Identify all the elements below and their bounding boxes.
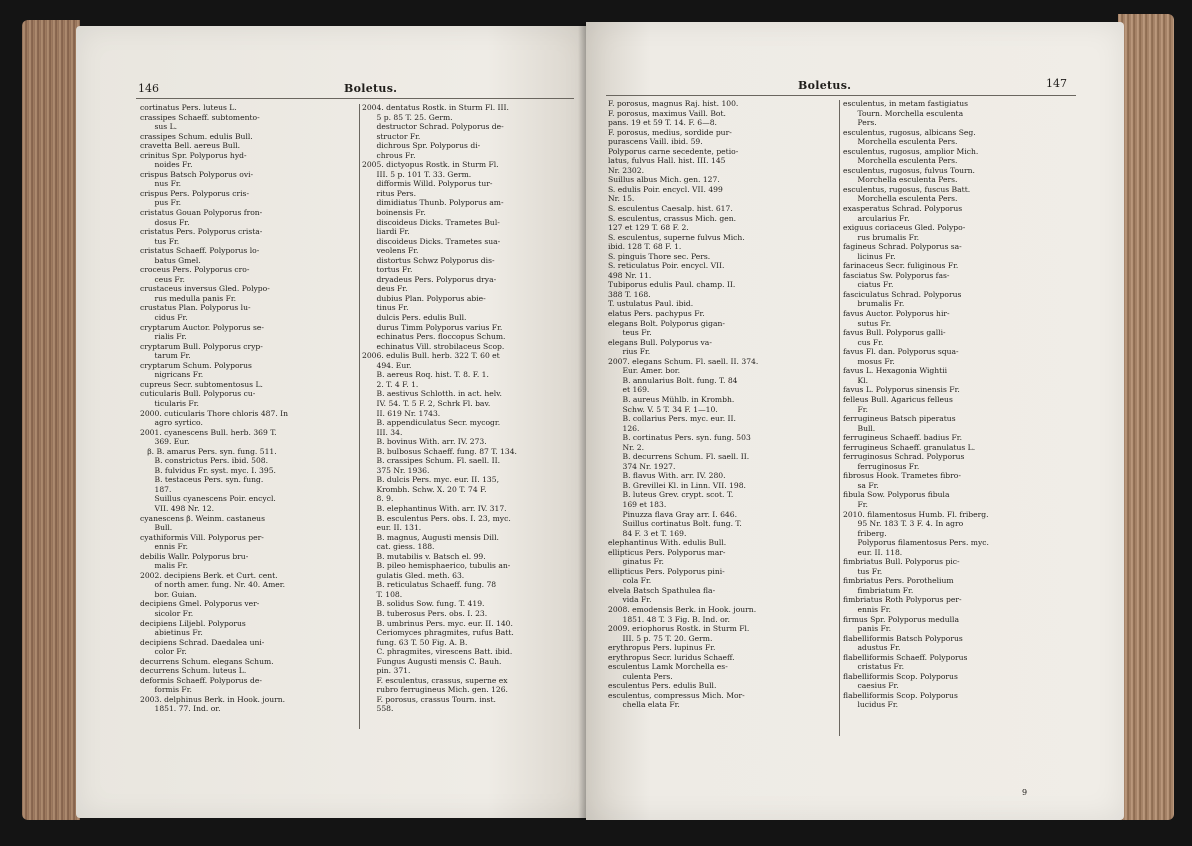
entry-line: 2002. decipiens Berk. et Curt. cent. xyxy=(140,570,278,580)
entry-line: cryptarum Bull. Polyporus cryp- xyxy=(140,341,263,351)
entry-line: T. 108. xyxy=(362,589,403,599)
entry-line: B. esculentus Pers. obs. I. 23, myc. xyxy=(362,513,511,523)
entry-line: gulatis Gled. meth. 63. xyxy=(362,570,465,580)
entry-line: felleus Bull. Agaricus felleus xyxy=(843,394,953,404)
entry-line: Polyporus carne secedente, petio- xyxy=(608,146,739,156)
entry-line: B. mutabilis v. Batsch el. 99. xyxy=(362,551,486,561)
entry-line: 374 Nr. 1927. xyxy=(608,461,676,471)
entry-line: decipiens Liljebl. Polyporus xyxy=(140,618,246,628)
entry-line: cortinatus Pers. luteus L. xyxy=(140,103,237,112)
entry-line: S. pinguis Thore sec. Pers. xyxy=(608,251,711,261)
entry-line: β. B. amarus Pers. syn. fung. 511. xyxy=(140,446,277,456)
entry-line: rialis Fr. xyxy=(140,332,187,342)
entry-line: adustus Fr. xyxy=(843,643,901,653)
entry-line: formis Fr. xyxy=(140,685,192,695)
entry-line: esculentus Lamk Morchella es- xyxy=(608,662,728,672)
entry-line: Pinuzza flava Gray arr. I. 646. xyxy=(608,509,738,519)
entry-line: decurrens Schum. elegans Schum. xyxy=(140,656,274,666)
entry-line: B. solidus Sow. fung. T. 419. xyxy=(362,599,485,609)
entry-line: deus Fr. xyxy=(362,284,408,294)
entry-line: Fungus Augusti mensis C. Bauh. xyxy=(362,656,502,666)
entry-line: noides Fr. xyxy=(140,160,193,170)
entry-line: decipiens Schrad. Daedalea uni- xyxy=(140,637,265,647)
entry-line: cristatus Pers. Polyporus crista- xyxy=(140,227,263,237)
entry-line: cidus Fr. xyxy=(140,313,188,323)
right-page-number: 147 xyxy=(1046,77,1067,90)
entry-line: crustatus Plan. Polyporus lu- xyxy=(140,303,251,313)
entry-line: Nr. 2302. xyxy=(608,165,645,175)
entry-line: B. umbrinus Pers. myc. eur. II. 140. xyxy=(362,618,513,628)
entry-line: firmus Spr. Polyporus medulla xyxy=(843,614,959,624)
entry-line: pin. 371. xyxy=(362,666,411,676)
entry-line: III. 5 p. 101 T. 33. Germ. xyxy=(362,169,472,179)
entry-line: F. porosus, medius, sordide pur- xyxy=(608,127,732,137)
entry-line: Bull. xyxy=(140,523,173,533)
entry-line: favus Auctor. Polyporus hir- xyxy=(843,309,950,319)
entry-line: Polyporus filamentosus Pers. myc. xyxy=(843,538,989,548)
entry-line: Tourn. Morchella esculenta xyxy=(843,108,964,118)
entry-line: III. 5 p. 75 T. 20. Germ. xyxy=(608,633,713,643)
entry-line: 2004. dentatus Rostk. in Sturm Fl. III. xyxy=(362,103,509,112)
entry-line: B. aereus Roq. hist. T. 8. F. 1. xyxy=(362,370,489,380)
entry-line: B. pileo hemisphaerico, tubulis an- xyxy=(362,561,511,571)
entry-line: elephantinus With. edulis Bull. xyxy=(608,538,727,548)
entry-line: fibrosus Hook. Trametes fibro- xyxy=(843,471,961,481)
entry-line: 2008. emodensis Berk. in Hook. journ. xyxy=(608,604,757,614)
entry-line: et 169. xyxy=(608,385,650,395)
entry-line: B. annularius Bolt. fung. T. 84 xyxy=(608,375,738,385)
entry-line: S. reticulatus Poir. encycl. VII. xyxy=(608,261,725,271)
entry-line: B. bulbosus Schaeff. fung. 87 T. 134. xyxy=(362,446,517,456)
entry-line: nus Fr. xyxy=(140,179,182,189)
entry-line: esculentus Pers. edulis Bull. xyxy=(608,681,717,691)
entry-line: tus Fr. xyxy=(843,566,883,576)
entry-line: pans. 19 et 59 T. 14. F. 6—8. xyxy=(608,118,717,128)
entry-line: dosus Fr. xyxy=(140,217,190,227)
entry-line: Nr. 15. xyxy=(608,194,635,204)
entry-line: echinatus Pers. floccopus Schum. xyxy=(362,332,506,342)
entry-line: F. porosus, maximus Vaill. Bot. xyxy=(608,108,726,118)
entry-line: flabelliformis Schaeff. Polyporus xyxy=(843,652,968,662)
entry-line: ferrugineus Schaeff. granulatus L. xyxy=(843,442,976,452)
entry-line: B. collarius Pers. myc. eur. II. xyxy=(608,414,736,424)
entry-line: tarum Fr. xyxy=(140,351,191,361)
entry-line: licinus Fr. xyxy=(843,251,896,261)
entry-line: B. appendiculatus Secr. mycogr. xyxy=(362,418,501,428)
entry-line: lucidus Fr. xyxy=(843,700,899,710)
entry-line: crispus Batsch Polyporus ovi- xyxy=(140,169,254,179)
entry-line: sicolor Fr. xyxy=(140,608,194,618)
entry-line: latus, fulvus Hall. hist. III. 145 xyxy=(608,156,726,166)
entry-line: 2003. delphinus Berk. in Hook. journ. xyxy=(140,694,286,704)
entry-line: agro syrtico. xyxy=(140,418,203,428)
entry-line: B. crassipes Schum. Fl. saell. II. xyxy=(362,456,500,466)
entry-line: dichrous Spr. Polyporus di- xyxy=(362,141,481,151)
entry-line: cus Fr. xyxy=(843,337,884,347)
entry-line: malis Fr. xyxy=(140,561,188,571)
entry-line: echinatus Vill. strobilaceus Scop. xyxy=(362,341,505,351)
entry-line: chella elata Fr. xyxy=(608,700,680,710)
entry-line: 1851. 48 T. 3 Fig. B. Ind. or. xyxy=(608,614,730,624)
entry-line: B. dulcis Pers. myc. eur. II. 135, xyxy=(362,475,499,485)
entry-line: 95 Nr. 183 T. 3 F. 4. In agro xyxy=(843,519,964,529)
entry-line: B. fulvidus Fr. syst. myc. I. 395. xyxy=(140,465,276,475)
entry-line: 5 p. 85 T. 25. Germ. xyxy=(362,112,453,122)
entry-line: 2001. cyanescens Bull. herb. 369 T. xyxy=(140,427,277,437)
entry-line: teus Fr. xyxy=(608,328,652,338)
entry-line: chrous Fr. xyxy=(362,150,416,160)
entry-line: friberg. xyxy=(843,528,887,538)
entry-line: decipiens Gmel. Polyporus ver- xyxy=(140,599,260,609)
entry-line: crustaceus inversus Gled. Polypo- xyxy=(140,284,270,294)
entry-line: 2005. dictyopus Rostk. in Sturm Fl. xyxy=(362,160,499,170)
entry-line: sutus Fr. xyxy=(843,318,892,328)
entry-line: liardi Fr. xyxy=(362,227,410,237)
entry-line: Nr. 2. xyxy=(608,442,644,452)
entry-line: Morchella esculenta Pers. xyxy=(843,156,958,166)
entry-line: ticularis Fr. xyxy=(140,398,199,408)
entry-line: ennis Fr. xyxy=(140,542,188,552)
entry-line: veolens Fr. xyxy=(362,246,419,256)
entry-line: ferruginosus Schrad. Polyporus xyxy=(843,452,965,462)
entry-line: 558. xyxy=(362,704,394,714)
entry-line: 2010. filamentosus Humb. Fl. friberg. xyxy=(843,509,989,519)
entry-line: exasperatus Schrad. Polyporus xyxy=(843,204,963,214)
entry-line: esculentus, rugosus, amplior Mich. xyxy=(843,146,979,156)
entry-line: F. esculentus, crassus, superne ex xyxy=(362,675,508,685)
entry-line: Suillus cyanescens Poir. encycl. xyxy=(140,494,276,504)
entry-line: erythropus Pers. lupinus Fr. xyxy=(608,643,716,653)
entry-line: dubius Plan. Polyporus abie- xyxy=(362,293,486,303)
entry-line: ennis Fr. xyxy=(843,604,891,614)
entry-line: abietinus Fr. xyxy=(140,628,203,638)
entry-line: 2000. cuticularis Thore chloris 487. In xyxy=(140,408,289,418)
entry-line: S. esculentus, crassus Mich. gen. xyxy=(608,213,737,223)
entry-line: panis Fr. xyxy=(843,624,891,634)
entry-line: ritus Pers. xyxy=(362,188,416,198)
entry-line: esculentus, rugosus, fuscus Batt. xyxy=(843,184,971,194)
entry-line: favus L. Polyporus sinensis Fr. xyxy=(843,385,960,395)
entry-line: S. esculentus Caesalp. hist. 617. xyxy=(608,204,733,214)
entry-line: Kl. xyxy=(843,375,868,385)
entry-line: ceus Fr. xyxy=(140,274,185,284)
entry-line: B. testaceus Pers. syn. fung. xyxy=(140,475,264,485)
entry-line: destructor Schrad. Polyporus de- xyxy=(362,122,504,132)
entry-line: cyathiformis Vill. Polyporus per- xyxy=(140,532,264,542)
entry-line: dimidiatus Thunb. Polyporus am- xyxy=(362,198,504,208)
entry-line: Eur. Amer. bor. xyxy=(608,366,680,376)
entry-line: 84 F. 3 et T. 169. xyxy=(608,528,687,538)
entry-line: exiguus coriaceus Gled. Polypo- xyxy=(843,223,966,233)
entry-line: cyanescens β. Weinm. castaneus xyxy=(140,513,265,523)
entry-line: of north amer. fung. Nr. 40. Amer. xyxy=(140,580,285,590)
entry-line: S. edulis Poir. encycl. VII. 499 xyxy=(608,184,723,194)
entry-line: fasciculatus Schrad. Polyporus xyxy=(843,289,962,299)
entry-line: fung. 63 T. 50 Fig. A. B. xyxy=(362,637,468,647)
entry-line: ferruginosus Fr. xyxy=(843,461,920,471)
entry-line: favus L. Hexagonia Wightii xyxy=(843,366,948,376)
left-page-edges xyxy=(22,20,80,820)
entry-line: esculentus, compressus Mich. Mor- xyxy=(608,690,745,700)
entry-line: favus Bull. Polyporus galli- xyxy=(843,328,946,338)
right-page xyxy=(586,22,1124,820)
entry-line: difformis Willd. Polyporus tur- xyxy=(362,179,493,189)
entry-line: 369. Eur. xyxy=(140,437,190,447)
right-column-1 xyxy=(608,99,838,809)
entry-line: pus Fr. xyxy=(140,198,182,208)
right-running-head: Boletus. xyxy=(798,79,852,92)
entry-line: fimbriatus Pers. Porothelium xyxy=(843,576,954,586)
entry-line: 126. xyxy=(608,423,640,433)
entry-line: arcularius Fr. xyxy=(843,213,910,223)
entry-line: color Fr. xyxy=(140,647,187,657)
entry-line: favus Fl. dan. Polyporus squa- xyxy=(843,347,959,357)
entry-line: crispus Pers. Polyporus cris- xyxy=(140,188,250,198)
entry-line: fimbriatus Roth Polyporus per- xyxy=(843,595,962,605)
entry-line: mosus Fr. xyxy=(843,356,895,366)
entry-line: B. reticulatus Schaeff. fung. 78 xyxy=(362,580,497,590)
entry-line: durus Timm Polyporus varius Fr. xyxy=(362,322,503,332)
entry-line: distortus Schwz Polyporus dis- xyxy=(362,255,495,265)
left-running-head: Boletus. xyxy=(344,82,398,95)
entry-line: B. cortinatus Pers. syn. fung. 503 xyxy=(608,433,751,443)
entry-line: B. aureus Mühlb. in Krombh. xyxy=(608,394,735,404)
entry-line: B. decurrens Schum. Fl. saell. II. xyxy=(608,452,750,462)
entry-line: cristatus Fr. xyxy=(843,662,905,672)
right-column-2 xyxy=(843,99,1079,809)
signature-mark: 9 xyxy=(1022,788,1028,797)
entry-line: ellipticus Pers. Polyporus mar- xyxy=(608,547,726,557)
entry-line: 494. Eur. xyxy=(362,360,412,370)
entry-line: 2009. eriophorus Rostk. in Sturm Fl. xyxy=(608,624,750,634)
entry-line: Suillus cortinatus Bolt. fung. T. xyxy=(608,519,742,529)
entry-line: 2. T. 4 F. 1. xyxy=(362,379,419,389)
entry-line: B. magnus, Augusti mensis Dill. xyxy=(362,532,499,542)
entry-line: Bull. xyxy=(843,423,876,433)
right-column-divider xyxy=(839,100,840,736)
entry-line: crassipes Schaeff. subtomento- xyxy=(140,112,260,122)
entry-line: fibula Sow. Polyporus fibula xyxy=(843,490,950,500)
entry-line: boinensis Fr. xyxy=(362,208,426,218)
entry-line: cristatus Schaeff. Polyporus lo- xyxy=(140,246,260,256)
entry-line: S. esculentus, superne fulvus Mich. xyxy=(608,232,745,242)
entry-line: 8. 9. xyxy=(362,494,394,504)
entry-line: 127 et 129 T. 68 F. 2. xyxy=(608,223,689,233)
entry-line: Fr. xyxy=(843,404,868,414)
entry-line: II. 619 Nr. 1743. xyxy=(362,408,441,418)
entry-line: tortus Fr. xyxy=(362,265,413,275)
entry-line: III. 34. xyxy=(362,427,403,437)
entry-line: flabelliformis Scop. Polyporus xyxy=(843,671,958,681)
entry-line: B. luteus Grev. crypt. scot. T. xyxy=(608,490,734,500)
entry-line: debilis Wallr. Polyporus bru- xyxy=(140,551,249,561)
entry-line: F. porosus, crassus Tourn. inst. xyxy=(362,694,496,704)
entry-line: brumalis Fr. xyxy=(843,299,905,309)
right-page-edges xyxy=(1118,14,1174,820)
entry-line: cat. giess. 188. xyxy=(362,542,435,552)
entry-line: fimbriatum Fr. xyxy=(843,585,914,595)
entry-line: nigricans Fr. xyxy=(140,370,204,380)
entry-line: cristatus Gouan Polyporus fron- xyxy=(140,208,263,218)
left-column-2 xyxy=(362,103,580,813)
right-head-rule xyxy=(606,95,1076,96)
entry-line: rius Fr. xyxy=(608,347,651,357)
entry-line: IV. 54. T. 5 F. 2, Schrk Fl. bav. xyxy=(362,398,491,408)
entry-line: erythropus Secr. luridus Schaeff. xyxy=(608,652,735,662)
entry-line: esculentus, rugosus, fulvus Tourn. xyxy=(843,165,975,175)
entry-line: flabelliformis Batsch Polyporus xyxy=(843,633,963,643)
entry-line: B. bovinus With. arr. IV. 273. xyxy=(362,437,487,447)
entry-line: rus medulla panis Fr. xyxy=(140,293,237,303)
entry-line: ginatus Fr. xyxy=(608,557,664,567)
entry-line: ellipticus Pers. Polyporus pini- xyxy=(608,566,725,576)
entry-line: Suillus albus Mich. gen. 127. xyxy=(608,175,720,185)
entry-line: discoideus Dicks. Trametes Bul- xyxy=(362,217,500,227)
entry-line: eur. II. 118. xyxy=(843,547,903,557)
entry-line: croceus Pers. Polyporus cro- xyxy=(140,265,250,275)
entry-line: flabelliformis Scop. Polyporus xyxy=(843,690,958,700)
entry-line: 187. xyxy=(140,484,172,494)
entry-line: 2006. edulis Bull. herb. 322 T. 60 et xyxy=(362,351,500,361)
entry-line: Morchella esculenta Pers. xyxy=(843,194,958,204)
entry-line: Fr. xyxy=(843,499,868,509)
entry-line: sus L. xyxy=(140,122,178,132)
entry-line: cryptarum Auctor. Polyporus se- xyxy=(140,322,264,332)
entry-line: ferrugineus Schaeff. badius Fr. xyxy=(843,433,963,443)
entry-line: esculentus, rugosus, albicans Seg. xyxy=(843,127,976,137)
entry-line: eur. II. 131. xyxy=(362,523,422,533)
entry-line: Pers. xyxy=(843,118,877,128)
entry-line: VII. 498 Nr. 12. xyxy=(140,503,215,513)
entry-line: ibid. 128 T. 68 F. 1. xyxy=(608,242,682,252)
entry-line: crinitus Spr. Polyporus hyd- xyxy=(140,150,247,160)
entry-line: cupreus Secr. subtomentosus L. xyxy=(140,379,263,389)
entry-line: dryadeus Pers. Polyporus drya- xyxy=(362,274,497,284)
left-column-1 xyxy=(140,103,358,813)
entry-line: 2007. elegans Schum. Fl. saell. II. 374. xyxy=(608,356,759,366)
entry-line: cuticularis Bull. Polyporus cu- xyxy=(140,389,256,399)
entry-line: dulcis Pers. edulis Bull. xyxy=(362,313,467,323)
entry-line: B. tuberosus Pers. obs. I. 23. xyxy=(362,608,488,618)
entry-line: 169 et 183. xyxy=(608,499,667,509)
entry-line: elvela Batsch Spathulea fla- xyxy=(608,585,716,595)
entry-line: 375 Nr. 1936. xyxy=(362,465,430,475)
entry-line: Ceriomyces phragmites, rufus Batt. xyxy=(362,628,514,638)
entry-line: vida Fr. xyxy=(608,595,652,605)
entry-line: cryptarum Schum. Polyporus xyxy=(140,360,252,370)
entry-line: structor Fr. xyxy=(362,131,421,141)
entry-line: purascens Vaill. ibid. 59. xyxy=(608,137,703,147)
entry-line: ferrugineus Batsch piperatus xyxy=(843,414,956,424)
entry-line: Morchella esculenta Pers. xyxy=(843,175,958,185)
entry-line: B. elephantinus With. arr. IV. 317. xyxy=(362,503,507,513)
entry-line: rus brumalis Fr. xyxy=(843,232,920,242)
entry-line: 498 Nr. 11. xyxy=(608,270,652,280)
entry-line: T. ustulatus Paul. ibid. xyxy=(608,299,694,309)
entry-line: culenta Pers. xyxy=(608,671,673,681)
entry-line: Krombh. Schw. X. 20 T. 74 F. xyxy=(362,484,487,494)
entry-line: 388 T. 168. xyxy=(608,289,651,299)
entry-line: esculentus, in metam fastigiatus xyxy=(843,99,969,108)
entry-line: crassipes Schum. edulis Bull. xyxy=(140,131,253,141)
entry-line: deformis Schaeff. Polyporus de- xyxy=(140,675,262,685)
entry-line: discoideus Dicks. Trametes sua- xyxy=(362,236,501,246)
entry-line: C. phragmites, virescens Batt. ibid. xyxy=(362,647,513,657)
entry-line: fasciatus Sw. Polyporus fas- xyxy=(843,270,950,280)
entry-line: cravetta Bell. aereus Bull. xyxy=(140,141,241,151)
left-page xyxy=(76,26,590,818)
entry-line: batus Gmel. xyxy=(140,255,201,265)
entry-line: Schw. V. 5 T. 34 F. 1—10. xyxy=(608,404,718,414)
entry-line: bor. Guian. xyxy=(140,589,197,599)
entry-line: fimbriatus Bull. Polyporus pic- xyxy=(843,557,960,567)
entry-line: ciatus Fr. xyxy=(843,280,894,290)
entry-line: sa Fr. xyxy=(843,480,879,490)
left-page-number: 146 xyxy=(138,82,159,95)
entry-line: elegans Bolt. Polyporus gigan- xyxy=(608,318,725,328)
entry-line: 1851. 77. Ind. or. xyxy=(140,704,221,714)
entry-line: Tubiporus edulis Paul. champ. II. xyxy=(608,280,736,290)
entry-line: fagineus Schrad. Polyporus sa- xyxy=(843,242,962,252)
entry-line: cola Fr. xyxy=(608,576,652,586)
entry-line: tinus Fr. xyxy=(362,303,409,313)
entry-line: B. Grevillei Kl. in Linn. VII. 198. xyxy=(608,480,746,490)
left-column-divider xyxy=(359,104,360,729)
entry-line: Morchella esculenta Pers. xyxy=(843,137,958,147)
entry-line: rubro ferrugineus Mich. gen. 126. xyxy=(362,685,508,695)
entry-line: B. aestivus Schlotth. in act. helv. xyxy=(362,389,502,399)
entry-line: F. porosus, magnus Raj. hist. 100. xyxy=(608,99,739,108)
entry-line: B. constrictus Pers. ibid. 508. xyxy=(140,456,269,466)
entry-line: caesius Fr. xyxy=(843,681,899,691)
entry-line: farinaceus Secr. fuliginous Fr. xyxy=(843,261,959,271)
entry-line: B. flavus With. arr. IV. 280. xyxy=(608,471,726,481)
entry-line: elegans Bull. Polyporus va- xyxy=(608,337,712,347)
entry-line: elatus Pers. pachypus Fr. xyxy=(608,309,705,319)
entry-line: decurrens Schum. luteus L. xyxy=(140,666,247,676)
left-head-rule xyxy=(136,98,574,99)
entry-line: tus Fr. xyxy=(140,236,180,246)
